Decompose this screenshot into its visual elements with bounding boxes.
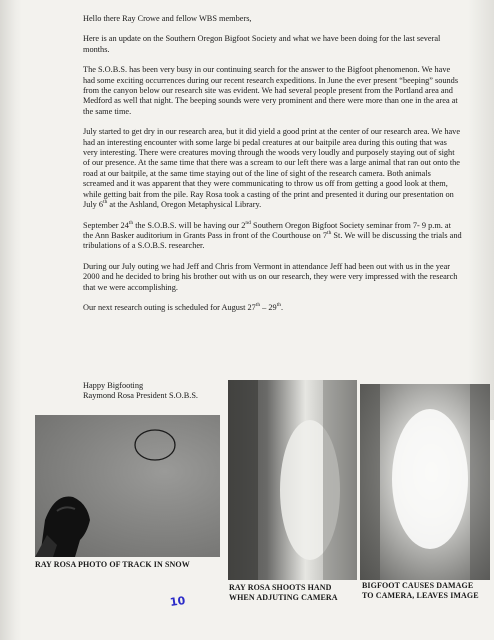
paragraph-intro: Here is an update on the Southern Oregon Bigfoot Society and what we have been doing for the last several months. xyxy=(83,34,441,54)
page-number: 10 xyxy=(169,593,187,610)
paragraph-next-outing: Our next research outing is scheduled for August 27th – 29th. xyxy=(83,302,284,312)
hand-photo-art xyxy=(228,380,357,580)
track-photo-art xyxy=(35,415,220,557)
damage-photo-art xyxy=(360,384,490,580)
photo-track-in-snow xyxy=(35,415,220,557)
photo-hand-on-camera xyxy=(228,380,357,580)
photo-camera-damage xyxy=(360,384,490,580)
paragraph-june: The S.O.B.S. has been very busy in our continuing search for the answer to the Bigfoot phenomenon. We have had some exciting occurrences during our recent research expeditions. In June the ever present “beeping” sounds from the canyon below our research site was evident. We had several people present from the Portland area and Medford as well that night. The beeping sounds were very prominent and there were more than one in the area at the same time. xyxy=(83,65,459,116)
signature-line: Raymond Rosa President S.O.B.S. xyxy=(83,391,199,401)
signoff xyxy=(83,381,198,402)
scan-shadow-right xyxy=(468,0,494,420)
paragraph-july: July started to get dry in our research area, but it did yield a good print at the center of our research area. We have had an interesting encounter with some large bi pedal creatures at our baitpile area during this outing that was very interesting. There were creatures moving through the woods very loudly and purposely staying out of sight of our presence. At the same time that there was a scream to our left there was a large animal that ran out onto the road at our baitpile, at the same time staying out of the line of sight of the research camera. Both animals screamed and it was apparent that they were communicating to throw us off from getting a good look at them, while getting bait from the pile. Ray Rosa took a casting of the print and presented it during our presentation on July 6th at the Ashland, Oregon Metaphysical Library. xyxy=(83,127,460,210)
caption-damage-photo: BIGFOOT CAUSES DAMAGE TO CAMERA, LEAVES IMAGE xyxy=(362,581,479,600)
scan-shadow-left xyxy=(0,0,22,640)
letter-body xyxy=(83,14,463,323)
closing: Happy Bigfooting xyxy=(83,381,144,390)
caption-hand-photo: RAY ROSA SHOOTS HAND WHEN ADJUTING CAMERA xyxy=(229,583,338,602)
paragraph-visitors: During our July outing we had Jeff and Chris from Vermont in attendance Jeff had been out with us in the year 2000 and he decided to bring his brother out with us on our research, they were very impressed with the research that we were accomplishing. xyxy=(83,261,458,292)
caption-track-photo: RAY ROSA PHOTO OF TRACK IN SNOW xyxy=(35,560,190,569)
paragraph-seminar: September 24th the S.O.B.S. will be having our 2nd Southern Oregon Bigfoot Society seminar from 7- 9 p.m. at the Ann Basker auditorium in Grants Pass in front of the Courthouse on 7th St. We will be discussing the trials and tribulations of a S.O.B.S. researcher. xyxy=(83,219,462,251)
greeting: Hello there Ray Crowe and fellow WBS members, xyxy=(83,14,252,23)
